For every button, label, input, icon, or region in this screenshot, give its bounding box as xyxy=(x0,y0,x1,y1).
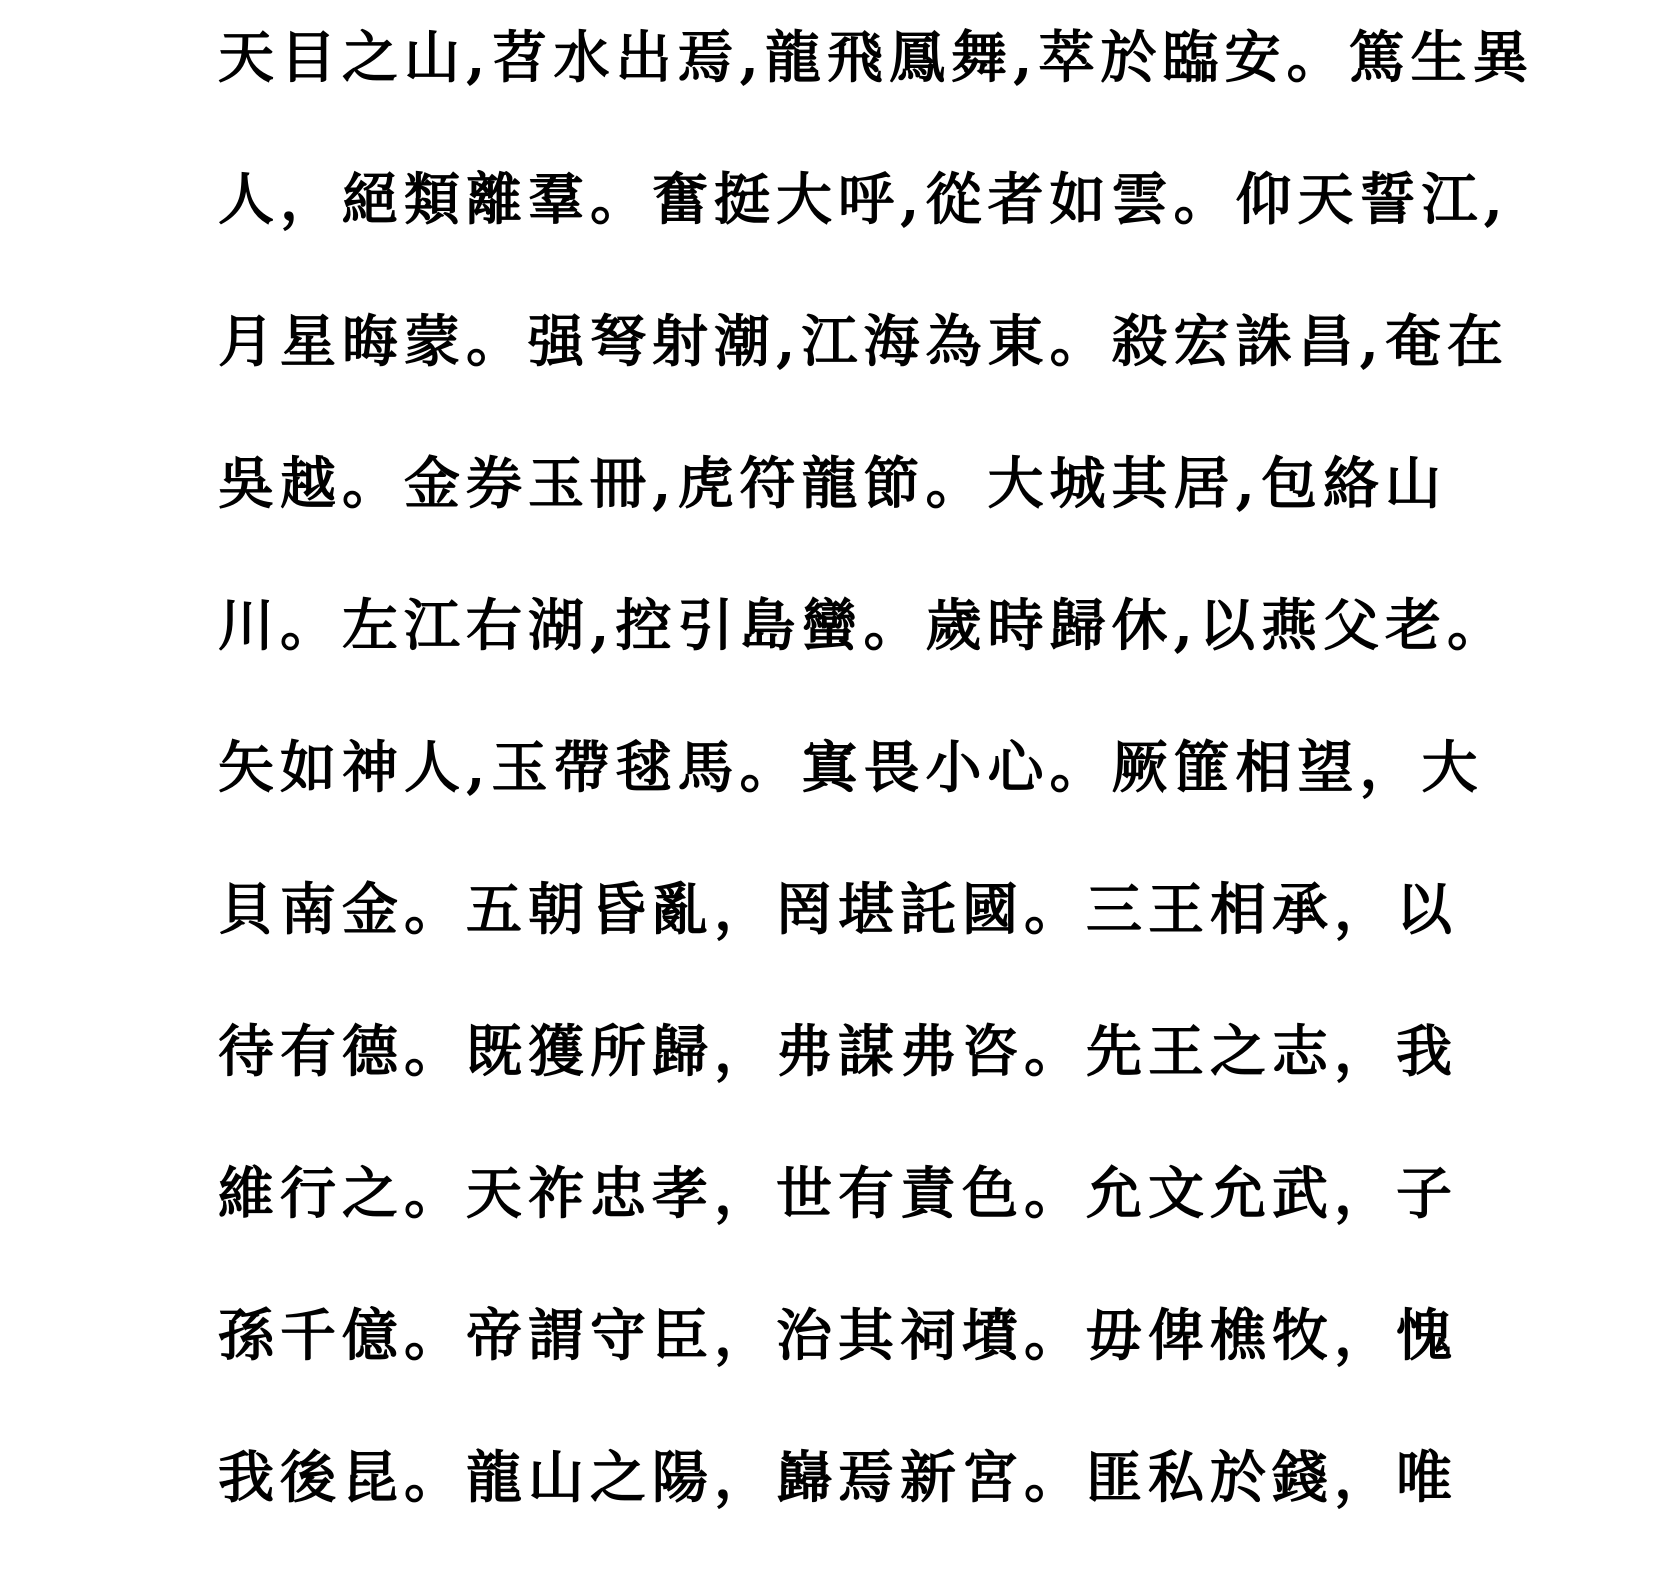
text-line-11: 我後昆。龍山之陽，巋焉新宮。匪私於錢，唯 xyxy=(218,1445,1458,1511)
text-line-7: 貝南金。五朝昏亂，罔堪託國。三王相承，以 xyxy=(218,877,1458,943)
text-line-10: 孫千億。帝謂守臣，治其祠墳。毋俾樵牧，愧 xyxy=(218,1303,1458,1369)
text-line-2: 人，絕類離羣。奮挺大呼,從者如雲。仰天誓江, xyxy=(218,167,1509,233)
text-line-5: 川。左江右湖,控引島蠻。歲時歸休,以燕父老。 xyxy=(218,593,1509,659)
text-line-8: 待有德。既獲所歸，弗謀弗咨。先王之志，我 xyxy=(218,1019,1458,1085)
text-line-1: 天目之山,苕水出焉,龍飛鳳舞,萃於臨安。篤生異 xyxy=(218,25,1535,91)
text-line-6: 矢如神人,玉帶毬馬。寘畏小心。厥篚相望，大 xyxy=(218,735,1484,801)
text-line-4: 吳越。金券玉冊,虎符龍節。大城其居,包絡山 xyxy=(218,451,1447,517)
text-line-3: 月星晦蒙。强弩射潮,江海為東。殺宏誅昌,奄在 xyxy=(218,309,1509,375)
text-line-9: 維行之。天祚忠孝，世有責色。允文允武，子 xyxy=(218,1161,1458,1227)
calligraphy-text-block xyxy=(218,8,1535,1570)
